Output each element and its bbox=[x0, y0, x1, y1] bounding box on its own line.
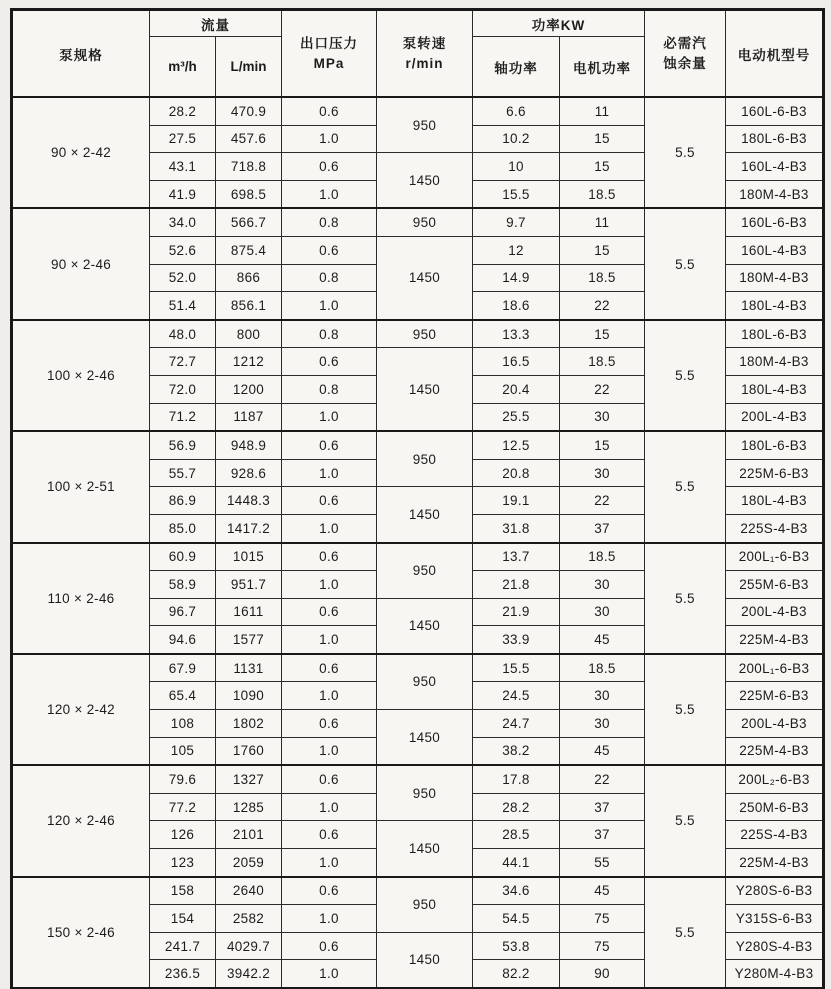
cell-pump-speed: 950 bbox=[377, 320, 473, 348]
cell-shaft-power: 33.9 bbox=[473, 626, 560, 654]
cell-outlet-pressure: 0.6 bbox=[282, 932, 377, 960]
header-outlet-pressure bbox=[282, 10, 377, 98]
cell-motor-power: 15 bbox=[560, 236, 645, 264]
cell-flow-lmin: 1448.3 bbox=[216, 487, 282, 515]
cell-flow-m3h: 60.9 bbox=[150, 543, 216, 571]
cell-flow-lmin: 566.7 bbox=[216, 208, 282, 236]
cell-shaft-power: 54.5 bbox=[473, 905, 560, 933]
cell-outlet-pressure: 0.6 bbox=[282, 877, 377, 905]
cell-motor-power: 30 bbox=[560, 459, 645, 487]
cell-pump-spec: 120 × 2-46 bbox=[12, 765, 150, 876]
cell-outlet-pressure: 1.0 bbox=[282, 292, 377, 320]
cell-flow-m3h: 56.9 bbox=[150, 431, 216, 459]
cell-npsh: 5.5 bbox=[645, 431, 726, 542]
cell-flow-m3h: 58.9 bbox=[150, 571, 216, 599]
cell-shaft-power: 12.5 bbox=[473, 431, 560, 459]
cell-shaft-power: 21.8 bbox=[473, 571, 560, 599]
cell-shaft-power: 20.4 bbox=[473, 375, 560, 403]
cell-pump-spec: 100 × 2-46 bbox=[12, 320, 150, 431]
header-pump-spec: 泵规格 bbox=[12, 10, 150, 98]
cell-flow-lmin: 800 bbox=[216, 320, 282, 348]
cell-motor-power: 22 bbox=[560, 765, 645, 793]
header-power: 功率KW bbox=[473, 10, 645, 37]
cell-outlet-pressure: 0.6 bbox=[282, 97, 377, 125]
cell-outlet-pressure: 1.0 bbox=[282, 960, 377, 989]
cell-shaft-power: 13.3 bbox=[473, 320, 560, 348]
table-row bbox=[12, 208, 824, 236]
cell-flow-m3h: 71.2 bbox=[150, 403, 216, 431]
pump-spec-table bbox=[10, 8, 825, 989]
cell-motor-power: 18.5 bbox=[560, 543, 645, 571]
cell-motor-power: 30 bbox=[560, 598, 645, 626]
cell-flow-lmin: 1327 bbox=[216, 765, 282, 793]
table-row bbox=[12, 543, 824, 571]
cell-outlet-pressure: 0.6 bbox=[282, 431, 377, 459]
cell-motor-power: 30 bbox=[560, 571, 645, 599]
cell-outlet-pressure: 0.6 bbox=[282, 821, 377, 849]
cell-flow-lmin: 718.8 bbox=[216, 153, 282, 181]
cell-motor-model: 225M-4-B3 bbox=[726, 737, 824, 765]
table-header bbox=[12, 10, 824, 98]
cell-motor-power: 11 bbox=[560, 97, 645, 125]
cell-shaft-power: 16.5 bbox=[473, 348, 560, 376]
header-pump-speed bbox=[377, 10, 473, 98]
cell-pump-speed: 1450 bbox=[377, 236, 473, 319]
cell-flow-lmin: 4029.7 bbox=[216, 932, 282, 960]
header-pump-speed-line2: r/min bbox=[405, 55, 444, 71]
cell-flow-lmin: 951.7 bbox=[216, 571, 282, 599]
cell-outlet-pressure: 0.8 bbox=[282, 375, 377, 403]
cell-flow-lmin: 948.9 bbox=[216, 431, 282, 459]
cell-pump-speed: 1450 bbox=[377, 932, 473, 988]
cell-motor-model: 180L-6-B3 bbox=[726, 320, 824, 348]
cell-outlet-pressure: 1.0 bbox=[282, 737, 377, 765]
cell-motor-power: 15 bbox=[560, 320, 645, 348]
cell-flow-lmin: 928.6 bbox=[216, 459, 282, 487]
table-row bbox=[12, 320, 824, 348]
table-row bbox=[12, 431, 824, 459]
cell-pump-speed: 1450 bbox=[377, 153, 473, 209]
cell-motor-model: 200L₁-6-B3 bbox=[726, 543, 824, 571]
cell-flow-lmin: 1131 bbox=[216, 654, 282, 682]
cell-motor-power: 22 bbox=[560, 375, 645, 403]
cell-pump-spec: 110 × 2-46 bbox=[12, 543, 150, 654]
cell-outlet-pressure: 0.6 bbox=[282, 598, 377, 626]
cell-shaft-power: 18.6 bbox=[473, 292, 560, 320]
cell-flow-m3h: 96.7 bbox=[150, 598, 216, 626]
cell-npsh: 5.5 bbox=[645, 320, 726, 431]
cell-motor-power: 75 bbox=[560, 905, 645, 933]
cell-flow-m3h: 123 bbox=[150, 849, 216, 877]
cell-outlet-pressure: 1.0 bbox=[282, 571, 377, 599]
table-row bbox=[12, 877, 824, 905]
cell-motor-model: 180L-6-B3 bbox=[726, 431, 824, 459]
cell-flow-m3h: 27.5 bbox=[150, 125, 216, 153]
cell-shaft-power: 15.5 bbox=[473, 180, 560, 208]
cell-motor-model: 180L-6-B3 bbox=[726, 125, 824, 153]
cell-pump-speed: 1450 bbox=[377, 348, 473, 431]
cell-motor-model: Y280M-4-B3 bbox=[726, 960, 824, 989]
cell-pump-spec: 120 × 2-42 bbox=[12, 654, 150, 765]
cell-flow-m3h: 72.7 bbox=[150, 348, 216, 376]
cell-outlet-pressure: 1.0 bbox=[282, 793, 377, 821]
cell-npsh: 5.5 bbox=[645, 543, 726, 654]
cell-outlet-pressure: 0.6 bbox=[282, 543, 377, 571]
cell-motor-model: 225M-6-B3 bbox=[726, 682, 824, 710]
cell-flow-lmin: 457.6 bbox=[216, 125, 282, 153]
header-shaft-power: 轴功率 bbox=[473, 37, 560, 98]
cell-pump-speed: 1450 bbox=[377, 598, 473, 654]
header-flow: 流量 bbox=[150, 10, 282, 37]
cell-outlet-pressure: 1.0 bbox=[282, 849, 377, 877]
cell-pump-spec: 90 × 2-46 bbox=[12, 208, 150, 319]
cell-shaft-power: 10.2 bbox=[473, 125, 560, 153]
header-npsh bbox=[645, 10, 726, 98]
cell-shaft-power: 28.5 bbox=[473, 821, 560, 849]
cell-flow-lmin: 2101 bbox=[216, 821, 282, 849]
cell-motor-model: 180L-4-B3 bbox=[726, 292, 824, 320]
scanned-document-page bbox=[0, 8, 831, 989]
cell-pump-speed: 950 bbox=[377, 97, 473, 153]
cell-motor-power: 22 bbox=[560, 487, 645, 515]
cell-flow-m3h: 126 bbox=[150, 821, 216, 849]
cell-npsh: 5.5 bbox=[645, 877, 726, 989]
cell-shaft-power: 44.1 bbox=[473, 849, 560, 877]
cell-outlet-pressure: 1.0 bbox=[282, 403, 377, 431]
cell-motor-power: 18.5 bbox=[560, 654, 645, 682]
cell-flow-m3h: 65.4 bbox=[150, 682, 216, 710]
header-flow-lmin: L/min bbox=[216, 37, 282, 98]
cell-shaft-power: 24.5 bbox=[473, 682, 560, 710]
cell-flow-lmin: 875.4 bbox=[216, 236, 282, 264]
cell-flow-lmin: 1015 bbox=[216, 543, 282, 571]
cell-flow-m3h: 72.0 bbox=[150, 375, 216, 403]
cell-npsh: 5.5 bbox=[645, 208, 726, 319]
cell-shaft-power: 19.1 bbox=[473, 487, 560, 515]
cell-flow-lmin: 1090 bbox=[216, 682, 282, 710]
cell-npsh: 5.5 bbox=[645, 654, 726, 765]
cell-flow-m3h: 55.7 bbox=[150, 459, 216, 487]
cell-motor-model: 225M-4-B3 bbox=[726, 849, 824, 877]
cell-flow-m3h: 41.9 bbox=[150, 180, 216, 208]
cell-shaft-power: 17.8 bbox=[473, 765, 560, 793]
cell-outlet-pressure: 1.0 bbox=[282, 905, 377, 933]
cell-pump-spec: 90 × 2-42 bbox=[12, 97, 150, 208]
cell-flow-m3h: 77.2 bbox=[150, 793, 216, 821]
cell-outlet-pressure: 1.0 bbox=[282, 626, 377, 654]
cell-motor-model: 160L-6-B3 bbox=[726, 208, 824, 236]
cell-outlet-pressure: 1.0 bbox=[282, 459, 377, 487]
cell-motor-model: 180L-4-B3 bbox=[726, 375, 824, 403]
cell-pump-speed: 1450 bbox=[377, 710, 473, 766]
cell-flow-m3h: 48.0 bbox=[150, 320, 216, 348]
cell-shaft-power: 34.6 bbox=[473, 877, 560, 905]
cell-flow-lmin: 1212 bbox=[216, 348, 282, 376]
cell-motor-power: 37 bbox=[560, 793, 645, 821]
cell-flow-lmin: 2059 bbox=[216, 849, 282, 877]
cell-flow-lmin: 856.1 bbox=[216, 292, 282, 320]
cell-motor-model: 180M-4-B3 bbox=[726, 180, 824, 208]
cell-shaft-power: 12 bbox=[473, 236, 560, 264]
table-row bbox=[12, 97, 824, 125]
cell-motor-power: 30 bbox=[560, 710, 645, 738]
cell-flow-lmin: 1611 bbox=[216, 598, 282, 626]
cell-motor-model: 200L-4-B3 bbox=[726, 710, 824, 738]
cell-shaft-power: 15.5 bbox=[473, 654, 560, 682]
cell-outlet-pressure: 0.6 bbox=[282, 710, 377, 738]
cell-motor-model: 160L-6-B3 bbox=[726, 97, 824, 125]
cell-motor-power: 45 bbox=[560, 626, 645, 654]
cell-motor-model: 200L-4-B3 bbox=[726, 598, 824, 626]
cell-outlet-pressure: 0.8 bbox=[282, 320, 377, 348]
cell-motor-power: 30 bbox=[560, 403, 645, 431]
cell-flow-m3h: 85.0 bbox=[150, 514, 216, 542]
cell-pump-speed: 1450 bbox=[377, 487, 473, 543]
cell-motor-model: Y280S-6-B3 bbox=[726, 877, 824, 905]
header-pump-speed-line1: 泵转速 bbox=[402, 35, 447, 51]
cell-flow-m3h: 43.1 bbox=[150, 153, 216, 181]
cell-outlet-pressure: 1.0 bbox=[282, 180, 377, 208]
cell-motor-power: 18.5 bbox=[560, 348, 645, 376]
cell-shaft-power: 38.2 bbox=[473, 737, 560, 765]
cell-pump-speed: 950 bbox=[377, 765, 473, 821]
cell-motor-model: 200L-4-B3 bbox=[726, 403, 824, 431]
cell-flow-m3h: 154 bbox=[150, 905, 216, 933]
cell-motor-power: 55 bbox=[560, 849, 645, 877]
cell-outlet-pressure: 0.6 bbox=[282, 348, 377, 376]
cell-flow-lmin: 1417.2 bbox=[216, 514, 282, 542]
cell-motor-power: 75 bbox=[560, 932, 645, 960]
cell-shaft-power: 13.7 bbox=[473, 543, 560, 571]
header-outlet-pressure-line2: MPa bbox=[313, 55, 345, 71]
cell-shaft-power: 9.7 bbox=[473, 208, 560, 236]
cell-flow-m3h: 52.0 bbox=[150, 264, 216, 292]
cell-pump-speed: 950 bbox=[377, 543, 473, 599]
cell-flow-m3h: 34.0 bbox=[150, 208, 216, 236]
cell-motor-power: 15 bbox=[560, 125, 645, 153]
cell-motor-power: 90 bbox=[560, 960, 645, 989]
cell-motor-power: 37 bbox=[560, 821, 645, 849]
cell-motor-power: 15 bbox=[560, 431, 645, 459]
cell-pump-speed: 950 bbox=[377, 431, 473, 487]
cell-motor-model: 225S-4-B3 bbox=[726, 514, 824, 542]
cell-outlet-pressure: 0.6 bbox=[282, 765, 377, 793]
cell-motor-model: 200L₁-6-B3 bbox=[726, 654, 824, 682]
cell-outlet-pressure: 0.6 bbox=[282, 236, 377, 264]
cell-shaft-power: 53.8 bbox=[473, 932, 560, 960]
cell-motor-power: 18.5 bbox=[560, 264, 645, 292]
cell-motor-model: 160L-4-B3 bbox=[726, 153, 824, 181]
cell-motor-power: 45 bbox=[560, 877, 645, 905]
cell-motor-model: 180M-4-B3 bbox=[726, 348, 824, 376]
cell-outlet-pressure: 0.6 bbox=[282, 654, 377, 682]
cell-motor-power: 15 bbox=[560, 153, 645, 181]
cell-motor-model: 180M-4-B3 bbox=[726, 264, 824, 292]
header-npsh-line2: 蚀余量 bbox=[663, 55, 707, 71]
cell-flow-m3h: 94.6 bbox=[150, 626, 216, 654]
cell-flow-m3h: 158 bbox=[150, 877, 216, 905]
cell-flow-m3h: 108 bbox=[150, 710, 216, 738]
cell-shaft-power: 82.2 bbox=[473, 960, 560, 989]
header-motor-model: 电动机型号 bbox=[726, 10, 824, 98]
cell-shaft-power: 14.9 bbox=[473, 264, 560, 292]
cell-flow-m3h: 79.6 bbox=[150, 765, 216, 793]
cell-shaft-power: 24.7 bbox=[473, 710, 560, 738]
header-motor-power: 电机功率 bbox=[560, 37, 645, 98]
cell-flow-m3h: 236.5 bbox=[150, 960, 216, 989]
cell-motor-power: 37 bbox=[560, 514, 645, 542]
cell-flow-lmin: 470.9 bbox=[216, 97, 282, 125]
cell-flow-lmin: 1187 bbox=[216, 403, 282, 431]
cell-npsh: 5.5 bbox=[645, 97, 726, 208]
cell-flow-lmin: 1285 bbox=[216, 793, 282, 821]
cell-motor-model: 180L-4-B3 bbox=[726, 487, 824, 515]
cell-flow-lmin: 1200 bbox=[216, 375, 282, 403]
cell-flow-lmin: 1760 bbox=[216, 737, 282, 765]
cell-flow-lmin: 1802 bbox=[216, 710, 282, 738]
header-npsh-line1: 必需汽 bbox=[663, 35, 707, 51]
cell-pump-spec: 150 × 2-46 bbox=[12, 877, 150, 989]
cell-flow-m3h: 241.7 bbox=[150, 932, 216, 960]
cell-npsh: 5.5 bbox=[645, 765, 726, 876]
cell-flow-m3h: 28.2 bbox=[150, 97, 216, 125]
cell-shaft-power: 10 bbox=[473, 153, 560, 181]
header-flow-m3h: m³/h bbox=[150, 37, 216, 98]
cell-shaft-power: 28.2 bbox=[473, 793, 560, 821]
cell-shaft-power: 6.6 bbox=[473, 97, 560, 125]
cell-outlet-pressure: 1.0 bbox=[282, 682, 377, 710]
cell-motor-model: 225S-4-B3 bbox=[726, 821, 824, 849]
cell-motor-model: 200L₂-6-B3 bbox=[726, 765, 824, 793]
cell-outlet-pressure: 1.0 bbox=[282, 514, 377, 542]
cell-motor-power: 18.5 bbox=[560, 180, 645, 208]
cell-flow-m3h: 52.6 bbox=[150, 236, 216, 264]
cell-motor-power: 30 bbox=[560, 682, 645, 710]
cell-motor-power: 22 bbox=[560, 292, 645, 320]
cell-flow-lmin: 3942.2 bbox=[216, 960, 282, 989]
cell-pump-speed: 950 bbox=[377, 208, 473, 236]
cell-motor-model: 160L-4-B3 bbox=[726, 236, 824, 264]
cell-motor-power: 11 bbox=[560, 208, 645, 236]
table-row bbox=[12, 654, 824, 682]
cell-flow-m3h: 67.9 bbox=[150, 654, 216, 682]
cell-shaft-power: 20.8 bbox=[473, 459, 560, 487]
header-outlet-pressure-line1: 出口压力 bbox=[300, 35, 358, 51]
cell-motor-power: 45 bbox=[560, 737, 645, 765]
cell-outlet-pressure: 0.6 bbox=[282, 487, 377, 515]
spec-table-body bbox=[12, 97, 824, 989]
cell-flow-lmin: 698.5 bbox=[216, 180, 282, 208]
cell-motor-model: 250M-6-B3 bbox=[726, 793, 824, 821]
cell-motor-model: Y315S-6-B3 bbox=[726, 905, 824, 933]
cell-motor-model: 225M-6-B3 bbox=[726, 459, 824, 487]
cell-shaft-power: 25.5 bbox=[473, 403, 560, 431]
cell-outlet-pressure: 0.8 bbox=[282, 264, 377, 292]
cell-pump-speed: 1450 bbox=[377, 821, 473, 877]
cell-pump-spec: 100 × 2-51 bbox=[12, 431, 150, 542]
cell-flow-lmin: 866 bbox=[216, 264, 282, 292]
cell-flow-m3h: 51.4 bbox=[150, 292, 216, 320]
cell-flow-lmin: 2582 bbox=[216, 905, 282, 933]
cell-motor-model: Y280S-4-B3 bbox=[726, 932, 824, 960]
cell-flow-m3h: 105 bbox=[150, 737, 216, 765]
cell-outlet-pressure: 1.0 bbox=[282, 125, 377, 153]
cell-shaft-power: 21.9 bbox=[473, 598, 560, 626]
cell-outlet-pressure: 0.6 bbox=[282, 153, 377, 181]
cell-outlet-pressure: 0.8 bbox=[282, 208, 377, 236]
cell-motor-model: 255M-6-B3 bbox=[726, 571, 824, 599]
cell-flow-lmin: 2640 bbox=[216, 877, 282, 905]
cell-pump-speed: 950 bbox=[377, 877, 473, 933]
cell-pump-speed: 950 bbox=[377, 654, 473, 710]
cell-shaft-power: 31.8 bbox=[473, 514, 560, 542]
cell-flow-lmin: 1577 bbox=[216, 626, 282, 654]
table-row bbox=[12, 765, 824, 793]
cell-motor-model: 225M-4-B3 bbox=[726, 626, 824, 654]
cell-flow-m3h: 86.9 bbox=[150, 487, 216, 515]
